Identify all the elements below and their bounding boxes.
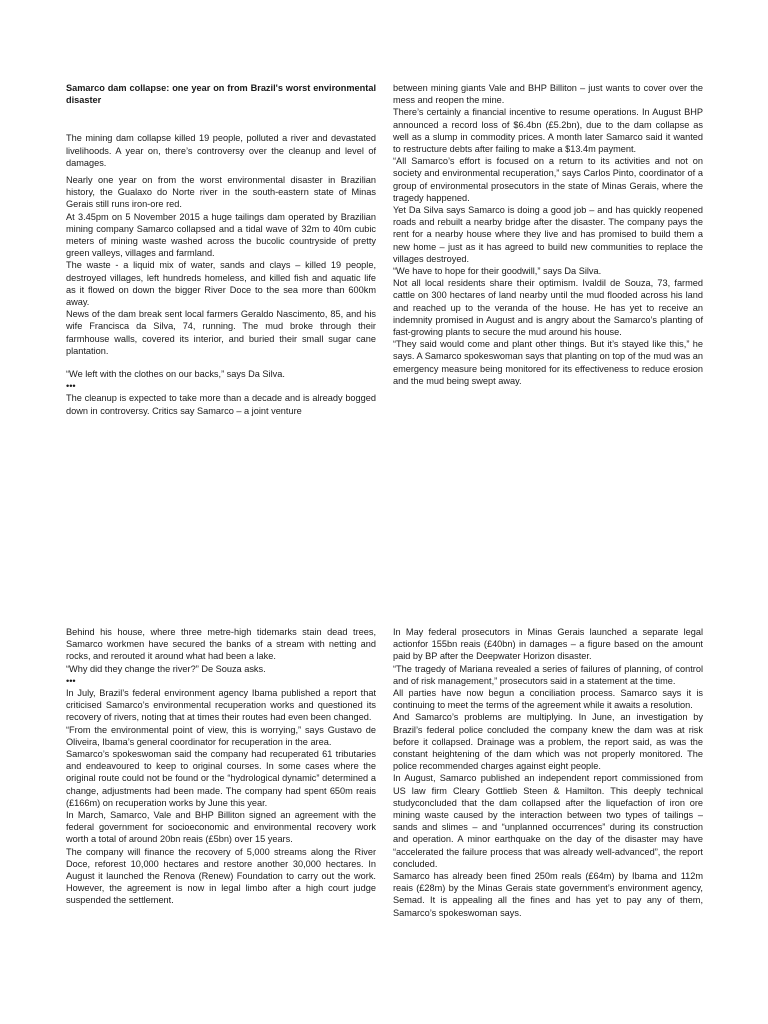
paragraph: All parties have now begun a conciliation process. Samarco says it is continuing to meet the terms of the agreement while it awaits a resolution. (393, 688, 703, 711)
paragraph: “Why did they change the river?” De Souza asks. (66, 663, 266, 674)
paragraph: In July, Brazil’s federal environment agency Ibama published a report that criticised Samarco’s environmental recuperation works and questioned its recovery of rivers, noting that at times their routes had even been changed. (66, 688, 376, 723)
paragraph: Behind his house, where three metre-high tidemarks stain dead trees, Samarco workmen have secured the banks of a stream with netting and rocks, and rerouted it around what had been a lake. (66, 627, 376, 662)
paragraph: “From the environmental point of view, this is worrying,” says Gustavo de Oliveira, Ibama’s general coordinator for recuperation in the area. (66, 724, 376, 747)
paragraph: The company will finance the recovery of 5,000 streams along the River Doce, reforest 10,000 hectares and restore another 30,000 hectares. In August it launched the Renova (Renew) Foundation to carry out the work. However, the agreement is now in legal limbo after a high court judge suspended the settlement. (66, 846, 376, 906)
column-4 (393, 626, 703, 919)
paragraph: In August, Samarco published an independent report commissioned from US law firm Cleary Gottlieb Steen & Hamilton. This deeply technical studyconcluded that the dam collapsed after the liquefaction of iron ore mining waste caused by the interaction between two types of tailings – sands and slimes – and “unplanned occurrences” during its construction and operation. A minor earthquake on the day of the disaster may have “accelerated the failure process that was already well-advanced”, the report concluded. (393, 773, 703, 869)
paragraph: There’s certainly a financial incentive to resume operations. In August BHP announced a record loss of $6.4bn (£5.2bn), due to the dam collapse as well as a slump in commodity prices. A month later Samarco said it wanted to restructure debts after failing to make a $13.4m payment. (393, 107, 703, 155)
paragraph: Samarco’s spokeswoman said the company had recuperated 61 tributaries and endeavoured to keep to original courses. In some cases where the original route could not be found or the “hydrological dynamic” determined a change, adjustments had been made. The company had spent 650m reais (£166m) on recuperation works by June this year. (66, 749, 376, 808)
paragraph: In May federal prosecutors in Minas Gerais launched a separate legal actionfor 155bn reais (£40bn) in damages – a figure based on the amount paid by BP after the Deepwater Horizon disaster. (393, 627, 703, 662)
paragraph: Yet Da Silva says Samarco is doing a good job – and has quickly reopened roads and rebuilt a nearby bridge after the disaster. The company pays the rent for a nearby house where they live and has promised to build them a new home – just as it has agreed to build new communities to replace the villages destroyed. (393, 205, 703, 264)
section-separator: ••• (66, 381, 76, 392)
paragraph: At 3.45pm on 5 November 2015 a huge tailings dam operated by Brazilian mining company Samarco collapsed and a tidal wave of 32m to 40m cubic meters of mining waste washed across the bucolic countryside of pretty green valleys, villages and farmland. (66, 211, 376, 259)
column-3 (66, 626, 376, 907)
article-lede: The mining dam collapse killed 19 people, polluted a river and devastated livelihoods. A year on, there’s controversy over the cleanup and level of damages. (66, 133, 376, 168)
paragraph: Not all local residents share their optimism. Ivaldil de Souza, 73, farmed cattle on 300 hectares of land nearby until the mud flooded across his land and reached up to the veranda of the house. He has yet to receive an indemnity promised in August and is angry about the Samarco’s planting of fast-growing plants to secure the mud around his house. (393, 278, 703, 338)
paragraph: In March, Samarco, Vale and BHP Billiton signed an agreement with the federal government for socioeconomic and environmental recovery work worth a total of around 20bn reais (£5bn) over 15 years. (66, 810, 376, 845)
paragraph: Samarco has already been fined 250m reals (£64m) by Ibama and 112m reais (£28m) by the Minas Gerais state government’s environment agency, Semad. It is appealing all the fines and has yet to pay any of them, Samarco’s spokeswoman says. (393, 871, 703, 918)
paragraph: Nearly one year on from the worst environmental disaster in Brazilian history, the Gualaxo do Norte river in the south-eastern state of Minas Gerais still runs iron-ore red. (66, 175, 376, 210)
paragraph: “They said would come and plant other things. But it’s stayed like this,” he says. A Samarco spokeswoman says that planting on top of the mud was an emergency measure being monitored for its effectiveness to reduce erosion and the mud being swept away. (393, 339, 703, 386)
paragraph: News of the dam break sent local farmers Geraldo Nascimento, 85, and his wife Francisca da Silva, 74, running. The mud broke through their farmhouse walls, covered its interior, and buried their small sugar cane plantation. (66, 309, 376, 356)
paragraph: “The tragedy of Mariana revealed a series of failures of planning, of control and of risk management,” prosecutors said in a statement at the time. (393, 663, 703, 686)
article-title: Samarco dam collapse: one year on from Brazil's worst environmental disaster (66, 83, 376, 106)
paragraph: “We have to hope for their goodwill,” says Da Silva. (393, 266, 602, 277)
paragraph: “All Samarco’s effort is focused on a return to its activities and not on society and environmental recuperation,” says Carlos Pinto, coordinator of a group of environmental prosecutors in the state of Minas Gerais, where the tragedy happened. (393, 156, 703, 203)
section-separator: ••• (66, 675, 76, 686)
paragraph: between mining giants Vale and BHP Billiton – just wants to cover over the mess and reopen the mine. (393, 83, 703, 106)
column-2 (393, 82, 703, 387)
paragraph: “We left with the clothes on our backs,” says Da Silva. (66, 369, 285, 380)
paragraph: The waste - a liquid mix of water, sands and clays – killed 19 people, destroyed villages, left hundreds homeless, and killed fish and aquatic life as it flowed on down the bigger River Doce to the sea more than 600km away. (66, 260, 376, 308)
paragraph: And Samarco’s problems are multiplying. In June, an investigation by Brazil’s federal police concluded the company knew the dam was at risk before it collapsed. Drainage was a problem, the report said, as was the constant heightening of the dam which was not properly monitored. The police recommended charges against eight people. (393, 712, 703, 772)
column-1 (66, 82, 376, 417)
paragraph: The cleanup is expected to take more than a decade and is already bogged down in controversy. Critics say Samarco – a joint venture (66, 393, 376, 416)
